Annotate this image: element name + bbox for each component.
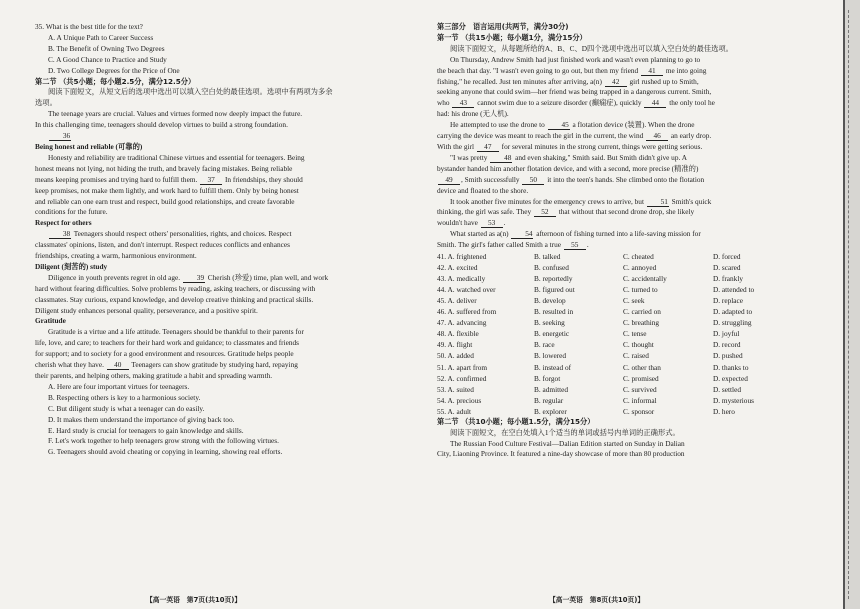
passage-text: had: his drone (无人机). [437,109,509,119]
passage-text: an early drop. [669,131,712,141]
choice-46-b[interactable]: B. resulted in [534,307,574,317]
paragraph-line: City, Liaoning Province. It featured a nine-day showcase of more than 80 production [437,449,685,459]
blank-37[interactable]: 37 [200,175,222,185]
choice-42-b[interactable]: B. confused [534,263,569,273]
choice-46-c[interactable]: C. carried on [623,307,661,317]
blank-39[interactable]: 39 [183,273,205,283]
passage-text: bystander handed him another flotation device, and with a second, more precise (精准的) [437,163,699,173]
choice-43-b[interactable]: B. reportedly [534,274,573,284]
choice-42-a[interactable]: 42. A. excited [437,263,478,273]
passage-text: wouldn't have [437,218,480,228]
passage-line [437,186,807,197]
blank-48[interactable]: 48 [490,153,512,163]
choice-43-d[interactable]: D. frankly [713,274,743,284]
blank-51[interactable]: 51 [647,197,669,207]
option-f[interactable]: F. Let's work together to help teenagers grow strong with the following virtues. [48,436,279,446]
right-column [437,22,807,460]
passage-line [437,55,807,66]
passage-text: Smith's quick [669,196,712,206]
paragraph-line: and reliable can one earn trust and respect, build good relationships, and create favorable [35,196,295,206]
passage-text: . [586,240,589,250]
choice-48-b[interactable]: B. energetic [534,329,570,339]
choice-47-d[interactable]: D. struggling [713,318,752,328]
passage-text: What started as a(n) [450,229,511,239]
intro-line: In this challenging time, teenagers should develop virtues to build a strong foundation. [35,120,288,130]
passage-text: seeking anyone that could swim—her friend was being trapped in a dangerous current. Smith, [437,87,712,97]
passage-line [437,218,807,229]
choice-47-c[interactable]: C. breathing [623,318,660,328]
paragraph-line: classmates' opinions, listen, and don't interrupt. Respect reduces conflicts and enhances [35,240,290,250]
intro-line: The teenage years are crucial. Values and virtues formed now deeply impact the future. [48,109,303,119]
passage-line [437,164,807,175]
cloze-passage [437,55,807,251]
section2-instruction-cont: 选项。 [35,98,57,108]
q35-option-a: A. A Unique Path to Career Success [48,32,154,42]
paragraph-line: their parents, and helping others, making gratitude a habit and spreading warmth. [35,371,273,380]
choice-49-c[interactable]: C. thought [623,340,654,350]
choice-50-a[interactable]: 50. A. added [437,351,474,361]
choice-41-c[interactable]: C. cheated [623,252,654,262]
choice-55-b[interactable]: B. explorer [534,406,567,416]
choice-45-d[interactable]: D. replace [713,296,743,306]
blank-49[interactable]: 49 [438,175,460,185]
choice-51-b[interactable]: B. instead of [534,362,572,372]
paragraph-line: for support; and to society for a good environment and resources. Gratitude helps people [35,349,294,359]
binding-margin [843,0,860,609]
paragraph-line: Gratitude is a virtue and a life attitude. Teenagers should be thankful to their parents for [48,327,304,337]
section2-heading: 第二节 （共5小题；每小题2.5分，满分12.5分） [35,76,196,86]
passage-line [437,229,807,240]
passage-line [437,77,807,88]
choice-53-b[interactable]: B. admitted [534,384,569,394]
choice-48-a[interactable]: 48. A. flexible [437,329,479,339]
blank-53[interactable]: 53 [481,218,503,228]
paragraph-line: classmates. Stay curious, expand knowledge, and develop creative thinking and practical skills. [35,294,314,304]
blank-54[interactable]: 54 [511,229,533,239]
heading-respect: Respect for others [35,218,92,228]
choice-50-b[interactable]: B. lowered [534,351,567,361]
paragraph-line: keep promises, not make them lightly, and work hard to fulfill them. Only by being honest [35,185,299,195]
passage-line [437,120,807,131]
choice-41-a[interactable]: 41. A. frightened [437,252,487,262]
passage-text: it into the teen's hands. She climbed onto the flotation [545,174,705,184]
passage-text: It took another five minutes for the emergency crews to arrive, but [450,196,646,206]
blank-42[interactable]: 42 [605,77,627,87]
choice-44-a[interactable]: 44. A. watched over [437,285,496,295]
paragraph-line: 38 Teenagers should respect others' personalities, rights, and choices. Respect [35,229,409,240]
passage-text: device and floated to the shore. [437,185,529,195]
passage-text: the beach that day. "I wasn't even going to go out, but then my friend [437,65,641,75]
paragraph-line: means keeping promises and trying hard to fulfill them. 37 In friendships, they should [35,174,303,184]
choice-45-a[interactable]: 45. A. deliver [437,296,477,306]
choice-44-d[interactable]: D. attended to [713,285,755,295]
choice-41-d[interactable]: D. forced [713,252,741,262]
choice-44-c[interactable]: C. turned to [623,285,658,295]
option-c[interactable]: C. But diligent study is what a teenager can do easily. [48,403,205,413]
passage-line [437,87,807,98]
choice-44-b[interactable]: B. figured out [534,285,575,295]
choice-42-c[interactable]: C. annoyed [623,263,657,273]
passage-text: On Thursday, Andrew Smith had just finished work and wasn't even planning to go to [450,54,701,64]
passage-line [437,240,807,251]
passage-line [437,131,807,142]
passage-text: that without that second drone drop, she likely [556,207,695,217]
heading-honest: Being honest and reliable (可靠的) [35,141,143,151]
option-a[interactable]: A. Here are four important virtues for teenagers. [48,381,190,391]
passage-text: for several minutes in the strong current, things were getting serious. [499,141,703,151]
choice-47-b[interactable]: B. seeking [534,318,565,328]
passage-text: , Smith successfully [461,174,522,184]
paragraph-line: hard without fearing difficulties. Solve problems by reading, asking teachers, or discussing with [35,283,316,293]
choice-55-d[interactable]: D. hero [713,406,735,416]
blank-40[interactable]: 40 [107,360,129,370]
section1-heading: 第一节 （共15小题；每小题1分，满分15分） [437,32,587,42]
q35-option-d: D. Two College Degrees for the Price of One [48,65,180,75]
choice-50-c[interactable]: C. raised [623,351,649,361]
page-footer-right: 【高一英语 第8页(共10页)】 [549,596,645,604]
passage-text: thinking, the girl was safe. They [437,207,533,217]
choice-48-d[interactable]: D. joyful [713,329,740,339]
paragraph-line: conditions for the future. [35,207,108,217]
passage-text: a flotation device (装置). When the drone [570,120,695,130]
passage-text: and even shaking," Smith said. But Smith didn't give up. A [513,152,687,162]
passage-line [437,175,807,186]
passage-text: . [503,218,506,228]
choice-48-c[interactable]: C. tense [623,329,647,339]
passage-text: afternoon of fishing turned into a life-saving mission for [534,229,701,239]
blank-45[interactable]: 45 [548,120,570,130]
passage-line [437,197,807,208]
q35-stem: 35. What is the best title for the text? [35,22,143,31]
cloze-choices [437,251,807,417]
passage-text: the only tool he [667,98,715,108]
paragraph-line: cherish what they have. 40 Teenagers can show gratitude by studying hard, repaying [35,360,298,370]
choice-52-b[interactable]: B. forgot [534,373,561,383]
paragraph-line: friendships, creating a warm, harmonious environment. [35,251,197,261]
blank-38[interactable]: 38 [49,229,71,239]
choice-49-a[interactable]: 49. A. flight [437,340,473,350]
passage-text: "I was pretty [450,152,490,162]
choice-53-d[interactable]: D. settled [713,384,741,394]
choice-52-a[interactable]: 52. A. confirmed [437,373,487,383]
section2-heading-right: 第二节 （共10小题；每小题1.5分，满分15分） [437,416,595,426]
choice-53-a[interactable]: 53. A. suited [437,384,474,394]
choice-49-b[interactable]: B. race [534,340,555,350]
section2-instruction: 阅读下面短文，从短文后的选项中选出可以填入空白处的最佳选项。选项中有两项为多余 [48,87,333,97]
paragraph-line: Diligent study enhances personal quality, perseverance, and a positive spirit. [35,305,258,315]
blank-52[interactable]: 52 [534,207,556,217]
choice-45-c[interactable]: C. seek [623,296,645,306]
blank-50[interactable]: 50 [522,175,544,185]
choice-54-c[interactable]: C. informal [623,395,657,405]
choice-51-a[interactable]: 51. A. apart from [437,362,488,372]
left-column [35,22,409,458]
choice-43-a[interactable]: 43. A. medically [437,274,486,284]
passage-line [437,207,807,218]
part3-heading: 第三部分 语言运用(共两节，满分30分) [437,22,569,31]
paragraph-line: Diligence in youth prevents regret in old age. 39 Cherish (珍爱) time, plan well, and work [48,272,329,282]
binding-dashed-line [848,10,849,599]
passage-text: carrying the device was meant to reach the girl in the current, the wind [437,131,646,141]
passage-text: fishing," he recalled. Just ten minutes after arriving, a(n) [437,76,604,86]
choice-54-a[interactable]: 54. A. precious [437,395,482,405]
passage-text: cannot swim due to a seizure disorder (癫痫症), quickly [475,98,644,108]
choice-43-c[interactable]: C. accidentally [623,274,667,284]
choice-46-d[interactable]: D. adapted to [713,307,753,317]
blank-55[interactable]: 55 [564,240,586,250]
choice-42-d[interactable]: D. scared [713,263,741,273]
choice-52-d[interactable]: D. expected [713,373,748,383]
option-e[interactable]: E. Hard study is crucial for teenagers to gain knowledge and skills. [48,425,244,435]
heading-diligent: Diligent (刻苦的) study [35,261,108,271]
paragraph-line: Honesty and reliability are traditional Chinese virtues and essential for teenagers. Being [48,152,305,162]
choice-51-d[interactable]: D. thanks to [713,362,749,372]
blank-41[interactable]: 41 [641,66,663,76]
passage-line [437,98,807,109]
passage-text: Smith. The girl's father called Smith a true [437,240,563,250]
paragraph-line: honest means not lying, not hiding the truth, and bravely facing mistakes. Being reliable [35,163,293,173]
option-b[interactable]: B. Respecting others is key to a harmonious society. [48,392,201,402]
choice-46-a[interactable]: 46. A. suffered from [437,307,497,317]
choice-47-a[interactable]: 47. A. advancing [437,318,487,328]
paragraph-line: The Russian Food Culture Festival—Dalian Edition started on Sunday in Dalian [450,438,685,448]
blank-46[interactable]: 46 [646,131,668,141]
option-g[interactable]: G. Teenagers should avoid cheating or copying in learning, showing real efforts. [48,447,283,457]
q35-option-c: C. A Good Chance to Practice and Study [48,54,167,64]
q35-option-b: B. The Benefit of Owning Two Degrees [48,43,165,53]
passage-line [437,66,807,77]
passage-line [437,142,807,153]
choice-51-c[interactable]: C. other than [623,362,661,372]
passage-text: me into going [664,65,707,75]
choice-41-b[interactable]: B. talked [534,252,561,262]
passage-text: who [437,98,452,108]
choice-54-d[interactable]: D. mysterious [713,395,754,405]
heading-gratitude: Gratitude [35,316,66,326]
choice-55-a[interactable]: 55. A. adult [437,406,472,416]
blank-44[interactable]: 44 [644,98,666,108]
section1-instruction: 阅读下面短文，从每题所给的A、B、C、D四个选项中选出可以填入空白处的最佳选项。 [450,43,733,53]
passage-line [437,153,807,164]
choice-53-c[interactable]: C. survived [623,384,657,394]
choice-52-c[interactable]: C. promised [623,373,659,383]
choice-55-c[interactable]: C. sponsor [623,406,655,416]
page-footer-left: 【高一英语 第7页(共10页)】 [146,596,242,604]
passage-line [437,109,807,120]
passage-text: girl rushed up to Smith, [627,76,699,86]
option-d[interactable]: D. It makes them understand the importance of giving back too. [48,414,235,424]
section2-instruction-right: 阅读下面短文，在空白处填入1个适当的单词或括号内单词的正确形式。 [450,427,680,437]
choice-50-d[interactable]: D. pushed [713,351,743,361]
passage-text: With the girl [437,141,476,151]
choice-45-b[interactable]: B. develop [534,296,566,306]
choice-49-d[interactable]: D. record [713,340,741,350]
blank-43[interactable]: 43 [452,98,474,108]
paragraph-line: life, love, and care; to teachers for their hard work and guidance; to classmates and friends [35,338,300,348]
blank-36[interactable]: 36 [49,131,71,141]
choice-54-b[interactable]: B. regular [534,395,564,405]
passage-text: He attempted to use the drone to [450,120,547,130]
blank-47[interactable]: 47 [477,142,499,152]
